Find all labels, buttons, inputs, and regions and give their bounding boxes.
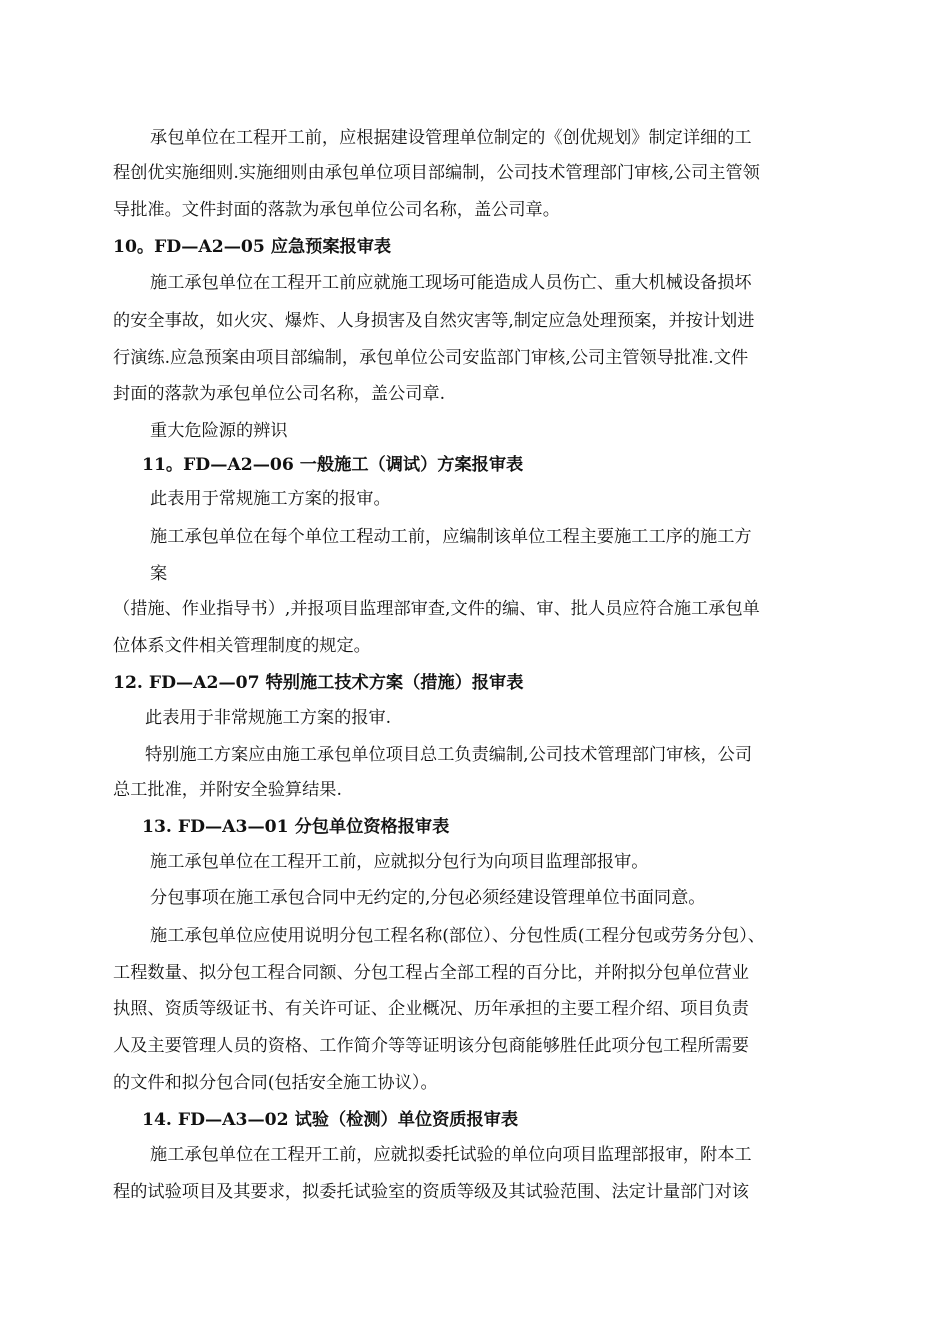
paragraph-line: 施工承包单位在工程开工前应就施工现场可能造成人员伤亡、重大机械设备损坏 bbox=[150, 273, 752, 293]
paragraph-line: 总工批准，并附安全验算结果. bbox=[113, 780, 342, 800]
paragraph-line: 位体系文件相关管理制度的规定。 bbox=[113, 636, 371, 656]
paragraph-line: 封面的落款为承包单位公司名称，盖公司章. bbox=[113, 384, 446, 404]
paragraph-line: 施工承包单位在工程开工前，应就拟分包行为向项目监理部报审。 bbox=[150, 852, 649, 872]
paragraph-line: 程的试验项目及其要求，拟委托试验室的资质等级及其试验范围、法定计量部门对该 bbox=[113, 1182, 749, 1202]
paragraph-line: 行演练.应急预案由项目部编制，承包单位公司安监部门审核,公司主管领导批准.文件 bbox=[113, 348, 749, 368]
section-heading-14: 14. FD—A3—02 试验（检测）单位资质报审表 bbox=[142, 1110, 519, 1130]
paragraph-line: 此表用于非常规施工方案的报审. bbox=[145, 708, 392, 728]
paragraph-line: 重大危险源的辨识 bbox=[150, 421, 288, 441]
paragraph-line: 案 bbox=[150, 564, 168, 584]
paragraph-line: 施工承包单位在工程开工前，应就拟委托试验的单位向项目监理部报审，附本工 bbox=[150, 1145, 752, 1165]
paragraph-line: 特别施工方案应由施工承包单位项目总工负责编制,公司技术管理部门审核，公司 bbox=[145, 745, 753, 765]
paragraph-line: 工程数量、拟分包工程合同额、分包工程占全部工程的百分比，并附拟分包单位营业 bbox=[113, 963, 749, 983]
paragraph-line: 分包事项在施工承包合同中无约定的,分包必须经建设管理单位书面同意。 bbox=[150, 888, 706, 908]
paragraph-line: 施工承包单位应使用说明分包工程名称(部位）、分包性质(工程分包或劳务分包）、 bbox=[150, 926, 765, 946]
section-heading-13: 13. FD—A3—01 分包单位资格报审表 bbox=[142, 817, 450, 837]
section-heading-11: 11。FD—A2—06 一般施工（调试）方案报审表 bbox=[142, 455, 524, 475]
paragraph-line: 程创优实施细则.实施细则由承包单位项目部编制，公司技术管理部门审核,公司主管领 bbox=[113, 163, 760, 183]
paragraph-line: 导批准。文件封面的落款为承包单位公司名称，盖公司章。 bbox=[113, 200, 560, 220]
section-heading-10: 10。FD—A2—05 应急预案报审表 bbox=[113, 237, 392, 257]
paragraph-line: 此表用于常规施工方案的报审。 bbox=[150, 489, 391, 509]
paragraph-line: 人及主要管理人员的资格、工作简介等等证明该分包商能够胜任此项分包工程所需要 bbox=[113, 1036, 749, 1056]
paragraph-line: 的文件和拟分包合同(包括安全施工协议）。 bbox=[113, 1073, 438, 1093]
paragraph-line: 的安全事故，如火灾、爆炸、人身损害及自然灾害等,制定应急处理预案，并按计划进 bbox=[113, 311, 755, 331]
paragraph-line: 执照、资质等级证书、有关许可证、企业概况、历年承担的主要工程介绍、项目负责 bbox=[113, 999, 749, 1019]
paragraph-line: （措施、作业指导书）,并报项目监理部审查,文件的编、审、批人员应符合施工承包单 bbox=[113, 599, 760, 619]
section-heading-12: 12. FD—A2—07 特别施工技术方案（措施）报审表 bbox=[113, 673, 524, 693]
paragraph-line: 承包单位在工程开工前，应根据建设管理单位制定的《创优规划》制定详细的工 bbox=[150, 128, 752, 148]
paragraph-line: 施工承包单位在每个单位工程动工前，应编制该单位工程主要施工工序的施工方 bbox=[150, 527, 752, 547]
